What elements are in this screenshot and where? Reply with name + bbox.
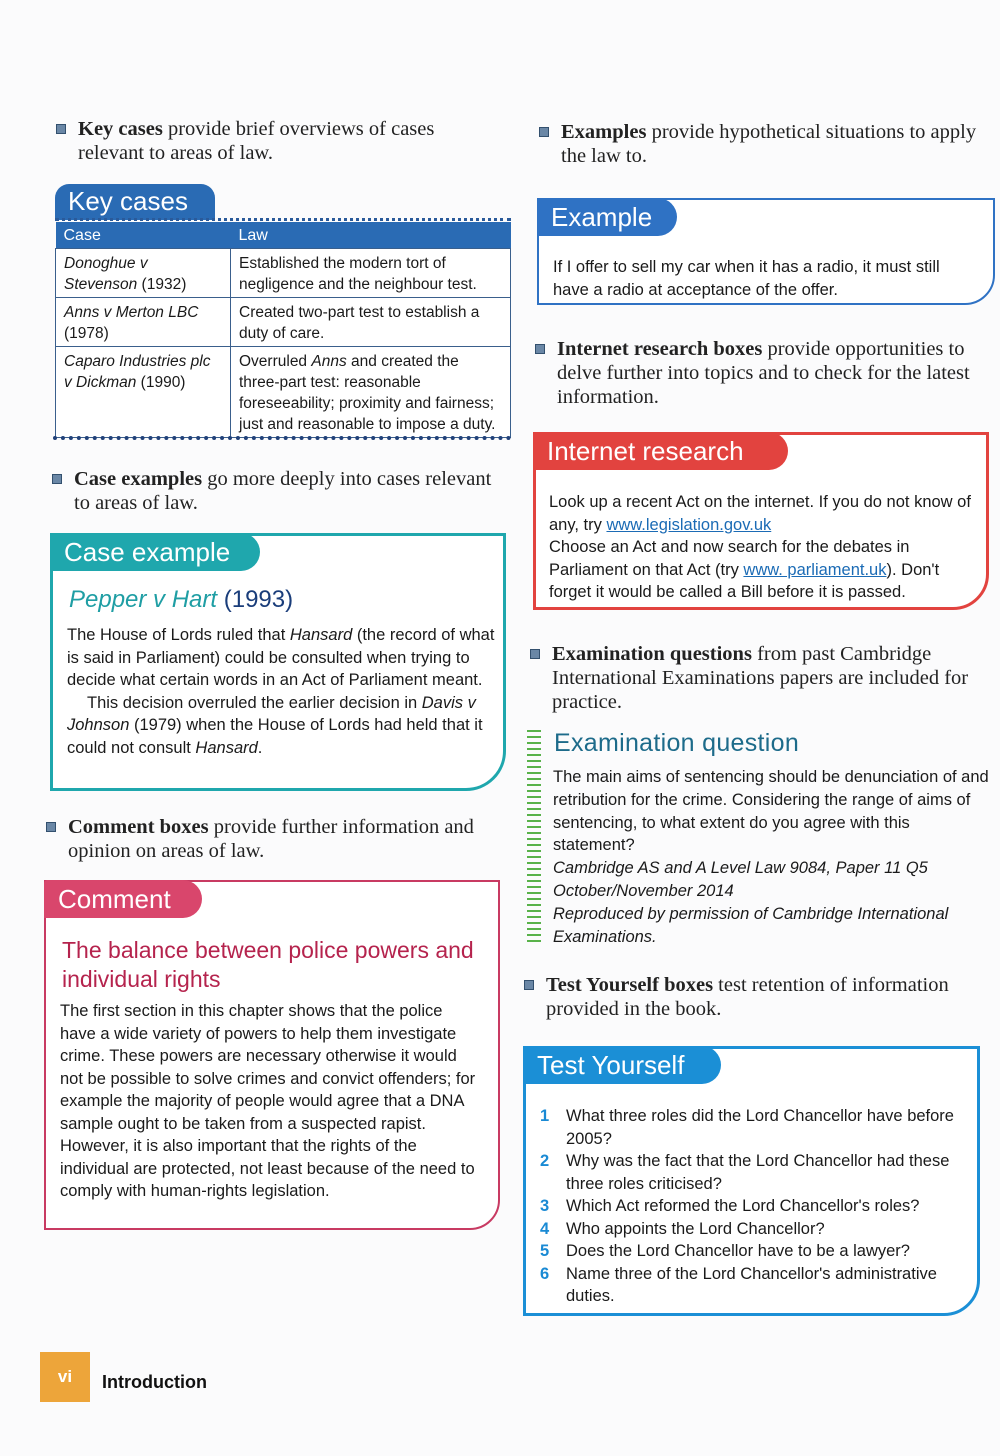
- example-box: [537, 198, 995, 305]
- case-example-box: [50, 533, 506, 791]
- law-cell: Established the modern tort of negligence and the neighbour test.: [231, 249, 511, 298]
- parliament-link[interactable]: www. parliament.uk: [743, 560, 887, 579]
- comment-body: The first section in this chapter shows that the police have a wide variety of powers to help them investigate crime. These powers are necessary otherwise it would not be possible to solve crimes and convict offenders; for example the majority of people would agree that a DNA sample ought to be taken from a suspected rapist. However, it is also important that the rights of the individual are protected, not least because of the need to comply with human-rights legislation.: [60, 1002, 476, 1200]
- intro-text: provide brief overviews of cases relevant to areas of law.: [78, 118, 435, 164]
- case-example-tab: Case example: [50, 533, 260, 571]
- intro-examples: Examples provide hypothetical situations to apply the law to.: [539, 120, 989, 168]
- comment-tab: Comment: [44, 880, 202, 918]
- case-cell: Anns v Merton LBC (1978): [56, 298, 231, 347]
- case-title: Pepper v Hart (1993): [69, 586, 294, 613]
- list-item: 5 Does the Lord Chancellor have to be a lawyer?: [540, 1242, 910, 1260]
- column-header-case: Case: [56, 222, 231, 249]
- intro-comment: Comment boxes provide further information and opinion on areas of law.: [46, 815, 496, 863]
- comment-title: The balance between police powers and individual rights: [62, 937, 474, 992]
- key-cases-table: [55, 222, 511, 438]
- key-cases-tab: Key cases: [55, 184, 215, 220]
- internet-research-body: Look up a recent Act on the internet. If you do not know of any, try www.legislation.gov.uk Choose an Act and now search for the debates in Parliament on that Act (try www. parliament.uk). Don't forget it would be called a Bill before it is passed.: [549, 493, 971, 601]
- bullet-icon: [539, 127, 549, 137]
- table-row: [56, 249, 511, 298]
- table-row: [56, 298, 511, 347]
- list-item: 3 Which Act reformed the Lord Chancellor's roles?: [540, 1197, 920, 1215]
- test-yourself-list: [540, 1105, 960, 1308]
- list-item: 6 Name three of the Lord Chancellor's administrative duties.: [540, 1264, 937, 1305]
- example-tab: Example: [537, 198, 677, 236]
- intro-bold: Key cases: [78, 118, 163, 140]
- page-number-badge: vi: [40, 1352, 90, 1402]
- intro-key-cases: [56, 117, 496, 165]
- comment-box: [44, 880, 500, 1230]
- divider: [55, 218, 511, 221]
- bullet-icon: [46, 822, 56, 832]
- test-yourself-tab: Test Yourself: [523, 1046, 721, 1084]
- divider: [53, 436, 511, 440]
- test-yourself-box: [523, 1046, 980, 1316]
- list-item: 4 Who appoints the Lord Chancellor?: [540, 1219, 825, 1238]
- bullet-icon: [535, 344, 545, 354]
- example-body: If I offer to sell my car when it has a radio, it must still have a radio at acceptance of the offer.: [553, 258, 940, 299]
- legislation-link[interactable]: www.legislation.gov.uk: [606, 515, 772, 534]
- section-label: Introduction: [102, 1372, 207, 1392]
- exam-question-title: Examination question: [554, 729, 800, 757]
- intro-examination-questions: Examination questions from past Cambridge International Examinations papers are included for practice.: [530, 642, 990, 714]
- law-cell: Overruled Anns and created the three-part test: reasonable foreseeability; proximity and fairness; just and reasonable to impose a duty.: [231, 347, 511, 438]
- bullet-icon: [524, 980, 534, 990]
- case-body: The House of Lords ruled that Hansard (the record of what is said in Parliament) could be consulted when trying to decide what certain words in an Act of Parliament meant. This decision overruled the earlier decision in Davis v Johnson (1979) when the House of Lords had held that it could not consult Hansard.: [67, 626, 495, 757]
- bullet-icon: [530, 649, 540, 659]
- column-header-law: Law: [231, 222, 511, 249]
- bullet-icon: [56, 124, 66, 134]
- case-cell: Caparo Industries plc v Dickman (1990): [56, 347, 231, 438]
- internet-research-box: [533, 432, 989, 610]
- exam-question-body: The main aims of sentencing should be denunciation of and retribution for the crime. Considering the range of aims of sentencing, to what extent do you agree with this statement? Cambridge AS and A Level Law 9084, Paper 11 Q5 October/November 2014 Reproduced by permission of Cambridge International Examinations.: [553, 768, 989, 946]
- intro-internet-research: Internet research boxes provide opportunities to delve further into topics and to check for the latest information.: [535, 337, 995, 409]
- intro-case-examples: Case examples go more deeply into cases relevant to areas of law.: [52, 467, 492, 515]
- list-item: 2 Why was the fact that the Lord Chancellor had these three roles criticised?: [540, 1152, 950, 1193]
- table-row: [56, 347, 511, 438]
- case-cell: Donoghue v Stevenson (1932): [56, 249, 231, 298]
- exam-stripe-bar: [527, 730, 541, 944]
- internet-research-tab: Internet research: [533, 432, 788, 470]
- bullet-icon: [52, 474, 62, 484]
- law-cell: Created two-part test to establish a duty of care.: [231, 298, 511, 347]
- intro-test-yourself: Test Yourself boxes test retention of information provided in the book.: [524, 973, 984, 1021]
- list-item: 1 What three roles did the Lord Chancellor have before 2005?: [540, 1107, 954, 1148]
